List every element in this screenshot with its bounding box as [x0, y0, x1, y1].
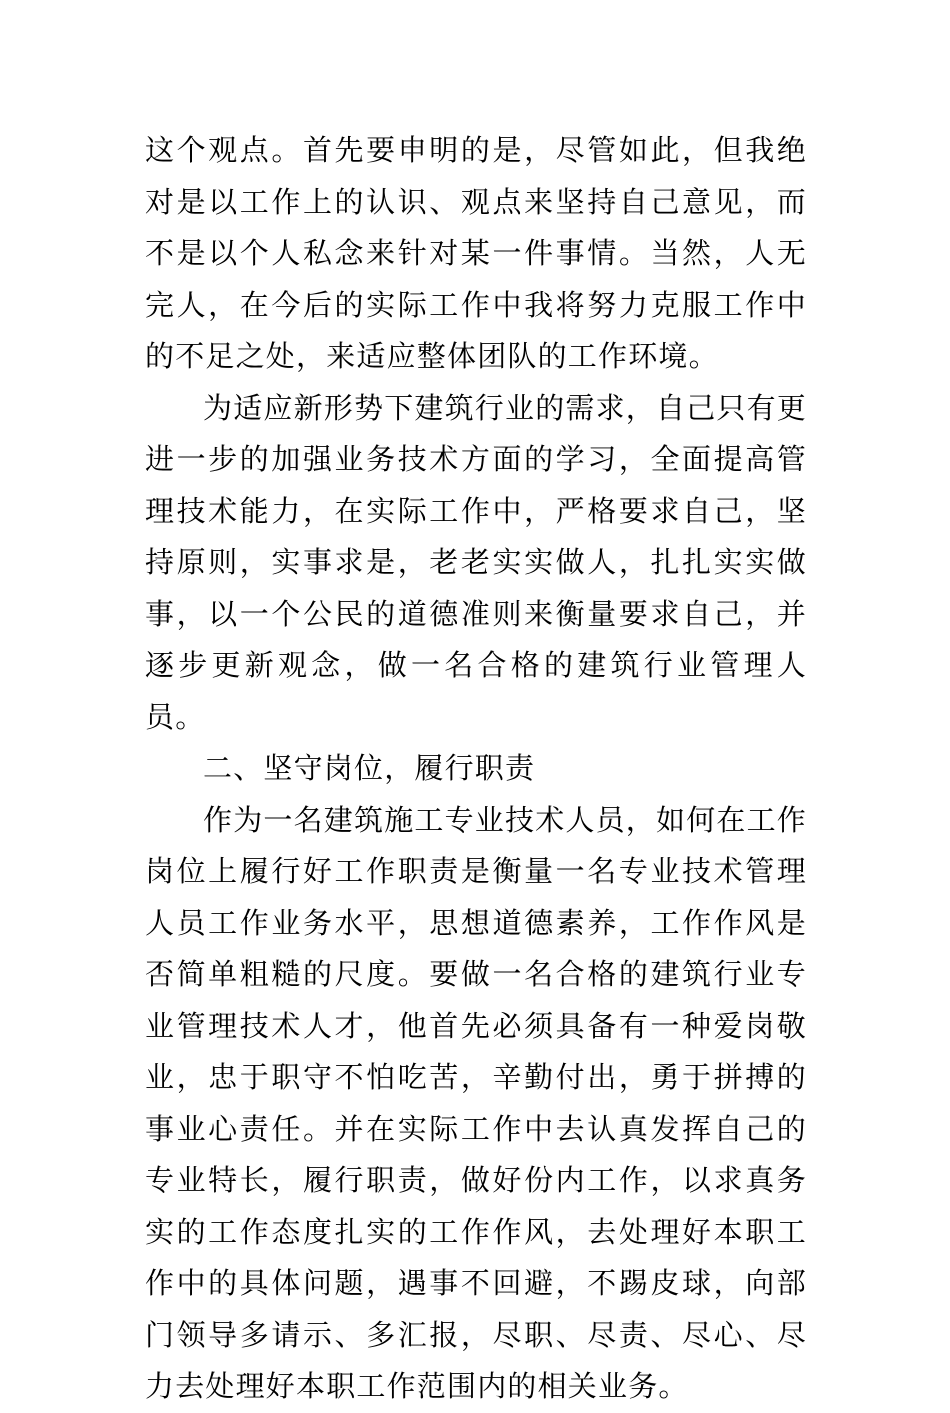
- paragraph-continuation: 这个观点。首先要申明的是，尽管如此，但我绝对是以工作上的认识、观点来坚持自己意见，而不是以个人私念来针对某一件事情。当然，人无完人，在今后的实际工作中我将努力克服工作中的不足之处，来适应整体团队的工作环境。: [145, 133, 807, 373]
- document-body: [145, 125, 807, 1413]
- paragraph-adapt-new-situation: 为适应新形势下建筑行业的需求，自己只有更进一步的加强业务技术方面的学习，全面提高管理技术能力，在实际工作中，严格要求自己，坚持原则，实事求是，老老实实做人，扎扎实实做事，以一个公民的道德准则来衡量要求自己，并逐步更新观念，做一名合格的建筑行业管理人员。: [145, 390, 808, 734]
- section-heading-2: 二、坚守岗位，履行职责: [203, 751, 536, 785]
- paragraph-duties: 作为一名建筑施工专业技术人员，如何在工作岗位上履行好工作职责是衡量一名专业技术管理人员工作业务水平，思想道德素养，工作作风是否简单粗糙的尺度。要做一名合格的建筑行业专业管理技术人才，他首先必须具备有一种爱岗敬业，忠于职守不怕吃苦，辛勤付出，勇于拼搏的事业心责任。并在实际工作中去认真发挥自己的专业特长，履行职责，做好份内工作，以求真务实的工作态度扎实的工作作风，去处理好本职工作中的具体问题，遇事不回避，不踢皮球，向部门领导多请示、多汇报，尽职、尽责、尽心、尽力去处理好本职工作范围内的相关业务。: [145, 802, 808, 1403]
